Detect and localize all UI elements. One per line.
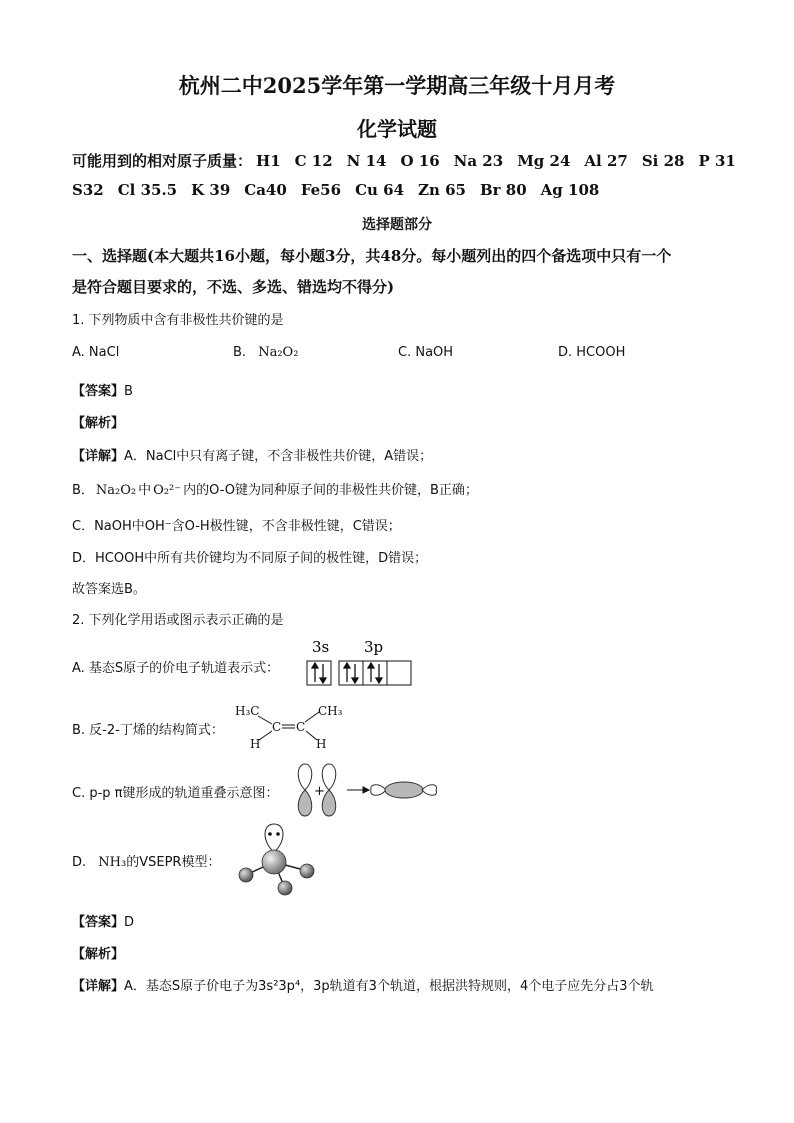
atomic-mass-item: Br 80 <box>479 181 527 199</box>
atomic-mass-item: Fe56 <box>300 181 342 199</box>
question-2-option-b: B. 反-2-丁烯的结构简式： <box>72 723 224 738</box>
atomic-mass-item: Ca40 <box>244 181 287 199</box>
answer-value: D <box>124 915 135 930</box>
atomic-mass-item: P 31 <box>698 152 736 170</box>
question-1-option-d: D. HCOOH <box>558 345 626 360</box>
atomic-mass-label: 可能用到的相对原子质量： <box>72 152 253 170</box>
question-2-option-d <box>72 851 220 870</box>
atomic-mass-line-2 <box>72 181 613 199</box>
arrow <box>347 787 369 793</box>
orbital-box-3p-1 <box>339 661 363 685</box>
hydrogen-atom <box>300 864 314 878</box>
atomic-mass-item: Zn 65 <box>418 181 466 199</box>
option-d-label: D. <box>72 855 87 870</box>
detail-a-text: A．基态S原子价电子为3s²3p⁴，3p轨道有3个轨道，根据洪特规则，4个电子应先分占3个轨 <box>124 979 654 994</box>
atomic-mass-item: Na 23 <box>453 152 504 170</box>
struct-bonds <box>258 712 319 740</box>
atomic-mass-item: C 12 <box>294 152 333 170</box>
hydrogen-atom <box>278 881 292 895</box>
trans-2-butene-structure <box>232 700 352 752</box>
lone-pair-electron <box>268 832 272 836</box>
p-orbital-overlap-diagram <box>293 762 438 818</box>
nh3-vsepr-model <box>230 820 320 900</box>
question-2-stem: 2. 下列化学用语或图示表示正确的是 <box>72 613 284 628</box>
detail-b-formula: Na₂O₂ <box>95 483 137 498</box>
detail-b-mid: 中 <box>138 483 152 498</box>
question-1-answer <box>72 380 133 399</box>
section-instruction-line-2: 是符合题目要求的，不选、多选、错选均不得分) <box>72 278 395 296</box>
question-1-detail-d: D．HCOOH中所有共价键均为不同原子间的极性键，D错误； <box>72 551 428 566</box>
option-d-formula: NH₃ <box>98 855 127 870</box>
orbital-3p-label: 3p <box>364 638 384 656</box>
question-1-stem: 1. 下列物质中含有非极性共价键的是 <box>72 313 284 328</box>
atomic-mass-item: K 39 <box>191 181 231 199</box>
detail-b-ion: O₂²⁻ <box>153 483 182 498</box>
question-1-analysis-tag: 【解析】 <box>72 416 125 431</box>
atomic-mass-item: Si 28 <box>641 152 685 170</box>
struct-c-right: C <box>296 720 306 734</box>
atomic-mass-item: Cl 35.5 <box>117 181 178 199</box>
orbital-3s-label: 3s <box>312 638 330 656</box>
atomic-mass-item: Al 27 <box>584 152 628 170</box>
detail-tag: 【详解】 <box>72 449 125 464</box>
section-instruction-line-1: 一、选择题(本大题共16小题，每小题3分，共48分。每小题列出的四个备选项中只有一个 <box>72 247 672 265</box>
exam-title: 杭州二中2025学年第一学期高三年级十月月考 <box>178 73 616 98</box>
sigma-overlap-shape <box>371 782 437 798</box>
atomic-mass-item: Cu 64 <box>355 181 405 199</box>
question-1-option-b <box>233 345 298 360</box>
struct-c-left: C <box>272 720 282 734</box>
question-1-option-c: C. NaOH <box>398 345 454 360</box>
lone-pair-lobe <box>265 824 283 852</box>
struct-ch3-right: CH₃ <box>318 704 343 718</box>
lone-pair-electron <box>276 832 280 836</box>
question-2-option-c: C. p-p π键形成的轨道重叠示意图： <box>72 786 279 801</box>
question-2-option-a: A. 基态S原子的价电子轨道表示式： <box>72 661 280 676</box>
atomic-mass-item: S32 <box>72 181 104 199</box>
answer-value: B <box>124 384 133 399</box>
question-2-analysis-tag: 【解析】 <box>72 947 125 962</box>
atomic-mass-line-1 <box>72 150 750 171</box>
atomic-mass-item: H1 <box>256 152 281 170</box>
question-2-answer <box>72 911 134 930</box>
atomic-mass-item: Mg 24 <box>517 152 571 170</box>
detail-b-prefix: B． <box>72 483 94 498</box>
struct-ch3-left: H₃C <box>235 704 260 718</box>
answer-tag: 【答案】 <box>72 915 125 930</box>
option-b-label: B. <box>233 345 247 360</box>
struct-h-right: H <box>316 737 327 751</box>
orbital-diagram <box>300 636 420 692</box>
detail-a-text: A．NaCl中只有离子键，不含非极性共价键，A错误； <box>124 449 433 464</box>
question-2-detail-a <box>72 975 654 994</box>
atomic-mass-item: O 16 <box>400 152 440 170</box>
question-1-conclusion: 故答案选B。 <box>72 582 146 597</box>
p-orbital-left-top <box>298 764 312 790</box>
struct-h-left: H <box>250 737 261 751</box>
question-1-detail-a <box>72 445 432 464</box>
atomic-mass-item: N 14 <box>346 152 387 170</box>
detail-tag: 【详解】 <box>72 979 125 994</box>
electron-arrows <box>312 663 382 683</box>
question-1-option-a: A. NaCl <box>72 345 120 360</box>
orbital-box-3s <box>307 661 331 685</box>
answer-tag: 【答案】 <box>72 384 125 399</box>
option-d-text: 的VSEPR模型： <box>126 855 221 870</box>
plus-sign: + <box>314 784 325 799</box>
nitrogen-atom <box>262 850 286 874</box>
atomic-mass-item: Ag 108 <box>540 181 600 199</box>
p-orbital-left-bottom <box>298 790 312 816</box>
hydrogen-atom <box>239 868 253 882</box>
section-title: 选择题部分 <box>362 217 432 233</box>
option-b-formula: Na₂O₂ <box>258 345 299 360</box>
detail-b-rest: 内的O-O键为同种原子间的非极性共价键，B正确； <box>183 483 478 498</box>
question-1-detail-b <box>72 479 478 498</box>
question-1-detail-c: C．NaOH中OH⁻含O-H极性键，不含非极性键，C错误； <box>72 519 401 534</box>
orbital-box-3p-3 <box>387 661 411 685</box>
orbital-box-3p-2 <box>363 661 387 685</box>
exam-subtitle: 化学试题 <box>357 117 437 141</box>
